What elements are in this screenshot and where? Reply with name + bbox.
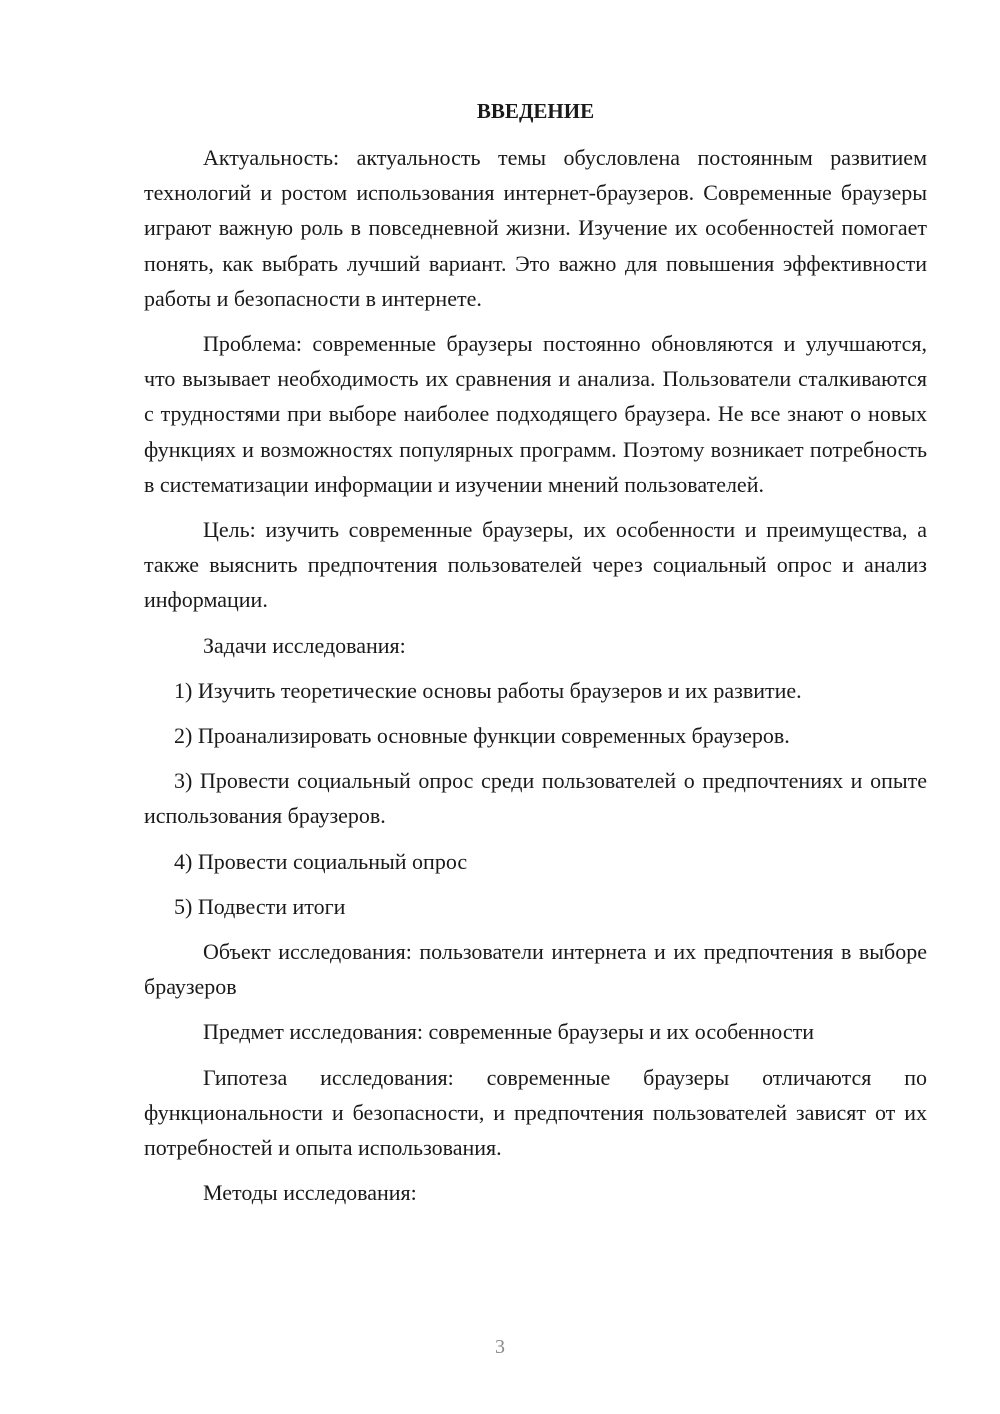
task-item-2: 2) Проанализировать основные функции современных браузеров. bbox=[174, 723, 790, 749]
paragraph-relevance: Актуальность: актуальность темы обусловлена постоянным развитием технологий и ростом использования интернет-браузеров. Современные браузеры играют важную роль в повседневной жизни. Изучение их особенностей помогает понять, как выбрать лучший вариант. Это важно для повышения эффективности работы и безопасности в интернете. bbox=[144, 145, 927, 311]
task-item-5: 5) Подвести итоги bbox=[174, 893, 346, 919]
task-item-3: 3) Провести социальный опрос среди пользователей о предпочтениях и опыте использования браузеров. bbox=[144, 768, 927, 829]
task-item-4: 4) Провести социальный опрос bbox=[174, 848, 468, 874]
page-number: 3 bbox=[495, 1336, 505, 1358]
paragraph-problem: Проблема: современные браузеры постоянно обновляются и улучшаются, что вызывает необходимость их сравнения и анализа. Пользователи сталкиваются с трудностями при выборе наиболее подходящего браузера. Не все знают о новых функциях и возможностях популярных программ. Поэтому возникает потребность в систематизации информации и изучении мнений пользователей. bbox=[144, 331, 927, 497]
paragraph-object: Объект исследования: пользователи интернета и их предпочтения в выборе браузеров bbox=[144, 939, 927, 1000]
paragraph-subject: Предмет исследования: современные браузеры и их особенности bbox=[203, 1019, 814, 1045]
paragraph-goal: Цель: изучить современные браузеры, их особенности и преимущества, а также выяснить предпочтения пользователей через социальный опрос и анализ информации. bbox=[144, 517, 927, 613]
paragraph-tasks-title: Задачи исследования: bbox=[203, 632, 406, 658]
section-heading: ВВЕДЕНИЕ bbox=[476, 99, 595, 123]
paragraph-methods: Методы исследования: bbox=[203, 1180, 417, 1206]
task-item-1: 1) Изучить теоретические основы работы браузеров и их развитие. bbox=[174, 677, 802, 703]
paragraph-hypothesis: Гипотеза исследования: современные браузеры отличаются по функциональности и безопасности, и предпочтения пользователей зависят от их потребностей и опыта использования. bbox=[144, 1064, 927, 1161]
document-page bbox=[144, 96, 927, 1220]
